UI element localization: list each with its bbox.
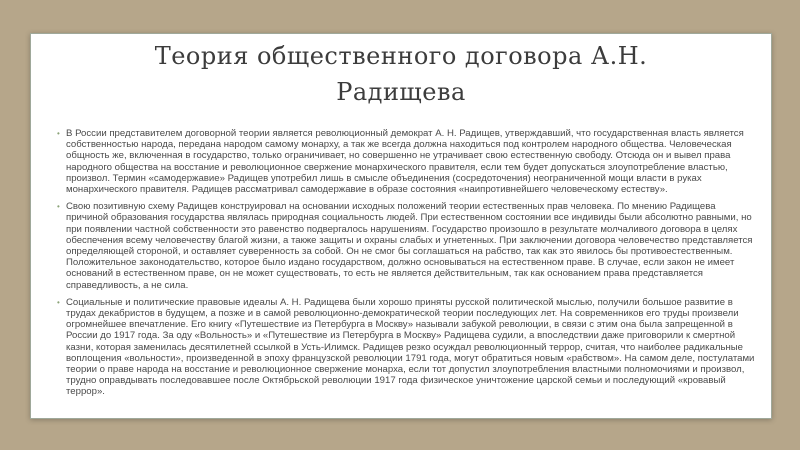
slide-title-line-2: Радищева [336,78,466,106]
bullet-icon: • [57,297,60,307]
paragraph-2 [57,201,755,291]
slide-body [57,128,755,404]
slide [30,33,772,419]
slide-title [31,38,771,110]
bullet-icon: • [57,202,60,212]
paragraph-3 [57,297,755,398]
bullet-icon: • [57,129,60,138]
paragraph-text: Свою позитивную схему Радищев конструировал на основании исходных положений теории естественных прав человека. По мнению Радищева причиной образования государства являлась природная социальность людей. При естественном состоянии все индивиды были абсолютно равными, но при появлении частной собственности это равенство подвергалось нарушениям. Государство произошло в результате молчаливого договора в целях обеспечения всему человечеству благой жизни, а также защиты и охраны слабых и угнетенных. При заключении договора человечество представляется определяющей стороной, и оставляет суверенность за собой. Он не смог бы соглашаться на рабство, так как это явилось бы противоестественным. Положительное законодательство, которое было издано государством, должно основываться на естественном праве. В случае, если закон не имеет оснований в естественном праве, он не может существовать, то есть не является действительным, так как основанием права представляется справедливость, а не сила. [66,201,753,291]
paragraph-1 [57,128,755,195]
slide-title-line-1: Теория общественного договора А.Н. [154,42,648,70]
paragraph-text: Социальные и политические правовые идеалы А. Н. Радищева были хорошо приняты русской политической мыслью, получили большое развитие в трудах декабристов в будущем, а позже и в самой революционно-демократической теории последующих лет. На современников его труды произвели огромнейшее впечатление. Его книгу «Путешествие из Петербурга в Москву» называли забукой революции, в связи с этим она была запрещенной в России до 1917 года. За оду «Вольность» и «Путешествие из Петербурга в Москву» Радищева судили, а впоследствии даже приговорили к смертной казни, которая заменилась десятилетней ссылкой в Усть-Илимск. Радищев резко осуждал революционный террор, считая, что наиболее радикальные воплощения «вольности», произведенной в эпоху французской революции 1791 года, могут обратиться новым «рабством». На самом деле, постулатами теории о праве народа на восстание и революционное свержение монарха, если тот допустил злоупотребления властными полномочиями и произвол, трудно оправдывать последовавшее после Октябрьской революции 1917 года физическое уничтожение царской семьи и последующий «кровавый террор». [66,296,755,398]
paragraph-text: В России представителем договорной теории является революционный демократ А. Н. Радищев, утверждавший, что государственная власть является собственностью народа, передана народом самому монарху, а так же всегда должна находиться под контролем народного общества. Человеческая общность же, включенная в государство, только ограничивает, но совершенно не утрачивает свою естественную свободу. Отсюда он и вывел права народного общества на восстание и революционное свержение монархического правителя, если тем будет допускаться злоупотребление властью, произвол. Термин «самодержавие» Радищев употребил лишь в смысле объединения (сосредоточения) неограниченной мощи власти в руках монархического правителя. Радищев рассматривал самодержавие в образе состояния «наипротивнейшего человеческому естеству». [66,128,744,196]
